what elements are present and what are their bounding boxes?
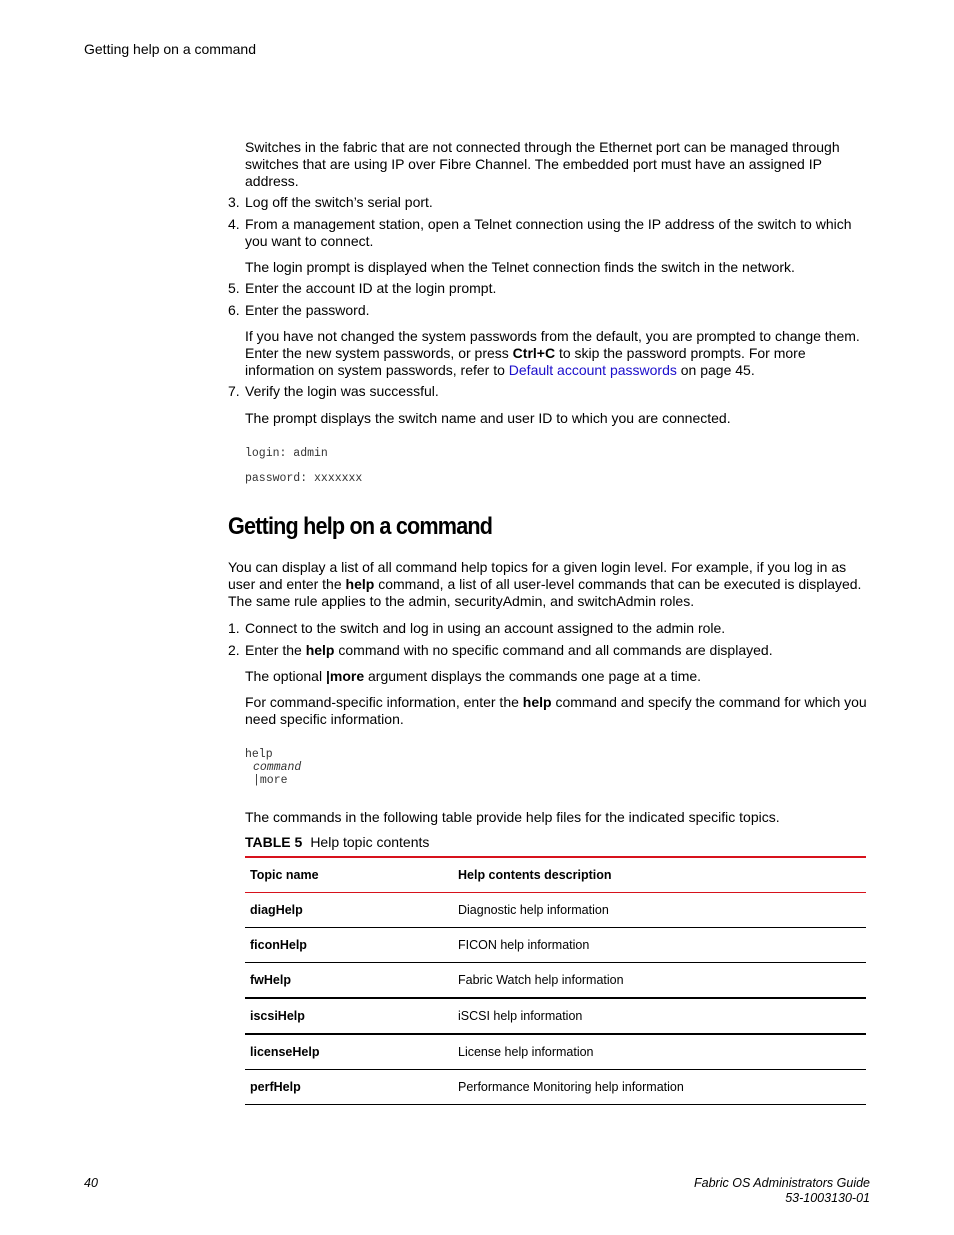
- description-cell: Diagnostic help information: [453, 893, 866, 928]
- footer-doc-info: [694, 1176, 870, 1206]
- command-name: help: [345, 576, 375, 592]
- section-step-1: [228, 620, 868, 637]
- table-row: [245, 1070, 866, 1105]
- column-header-description: Help contents description: [453, 857, 866, 893]
- step-6: [228, 302, 868, 319]
- code-password: password: xxxxxxx: [245, 472, 363, 485]
- table-caption-text: Help topic contents: [310, 834, 430, 850]
- command-name: help: [305, 642, 335, 658]
- command-name: help: [522, 694, 552, 710]
- section-paragraph: [228, 559, 868, 610]
- step-text: Connect to the switch and log in using an account assigned to the admin role.: [245, 620, 726, 636]
- step-number: 3.: [228, 194, 240, 210]
- step-text: Enter the password.: [245, 302, 370, 318]
- running-header: Getting help on a command: [84, 41, 256, 57]
- step-text-part: Enter the: [245, 642, 306, 658]
- section-title: Getting help on a command: [228, 513, 493, 540]
- description-cell: License help information: [453, 1034, 866, 1070]
- step-text-part: command with no specific command and all commands are displayed.: [334, 642, 773, 658]
- description-cell: Performance Monitoring help information: [453, 1070, 866, 1105]
- code-help: [245, 748, 301, 787]
- help-topics-table: [245, 856, 866, 1105]
- step-text: Log off the switch’s serial port.: [245, 194, 433, 210]
- code-line-help: help: [245, 748, 273, 761]
- table-row: [245, 998, 866, 1034]
- note-text: For command-specific information, enter the: [245, 694, 523, 710]
- description-cell: Fabric Watch help information: [453, 963, 866, 999]
- table-caption: [245, 834, 429, 850]
- default-account-passwords-link[interactable]: Default account passwords: [508, 362, 677, 378]
- step-text: From a management station, open a Telnet connection using the IP address of the switch to which you want to connect.: [245, 216, 852, 249]
- note-text: The optional: [245, 668, 326, 684]
- step-text: [245, 642, 868, 659]
- topic-name-cell: perfHelp: [245, 1070, 453, 1105]
- table-row: [245, 1034, 866, 1070]
- note-text: If you have not changed the system passwords from the default, you are prompted to change them. Enter the new system passwords, or press: [245, 328, 860, 361]
- doc-number: 53-1003130-01: [785, 1191, 870, 1205]
- intro-paragraph: Switches in the fabric that are not connected through the Ethernet port can be managed through switches that are using IP over Fibre Channel. The embedded port must have an assigned IP address.: [245, 139, 840, 189]
- step-number: 2.: [228, 642, 240, 658]
- doc-title: Fabric OS Administrators Guide: [694, 1176, 870, 1190]
- step-number: 7.: [228, 383, 240, 399]
- more-note: [245, 668, 870, 685]
- page-number: 40: [84, 1176, 98, 1190]
- topic-name-cell: licenseHelp: [245, 1034, 453, 1070]
- description-cell: FICON help information: [453, 928, 866, 963]
- description-cell: iSCSI help information: [453, 998, 866, 1034]
- step-number: 5.: [228, 280, 240, 296]
- step-number: 1.: [228, 620, 240, 636]
- step-6-note: [245, 328, 870, 379]
- step-3: [228, 194, 868, 211]
- specific-note: [245, 694, 870, 728]
- code-login: login: admin: [245, 447, 328, 460]
- topic-name-cell: ficonHelp: [245, 928, 453, 963]
- step-4: [228, 216, 868, 250]
- step-text: Verify the login was successful.: [245, 383, 439, 399]
- column-header-topic: Topic name: [245, 857, 453, 893]
- topic-name-cell: diagHelp: [245, 893, 453, 928]
- step-5: [228, 280, 868, 297]
- code-line-command: command: [253, 761, 302, 774]
- topic-name-cell: fwHelp: [245, 963, 453, 999]
- step-4-note: The login prompt is displayed when the Telnet connection finds the switch in the network.: [245, 259, 795, 275]
- key-combo: Ctrl+C: [512, 345, 556, 361]
- step-7: [228, 383, 868, 400]
- code-line-more: |more: [253, 774, 288, 787]
- para-text: You can display a list of all command help topics for a given login level. For example, if you log in as user and enter the: [228, 559, 847, 592]
- table-row: [245, 963, 866, 999]
- step-number: 4.: [228, 216, 240, 232]
- para-text: command, a list of all user-level commands that can be executed is displayed. The same rule applies to the admin, securityAdmin, and switchAdmin roles.: [228, 576, 862, 609]
- table-caption-label: TABLE 5: [245, 834, 303, 850]
- table-intro: The commands in the following table provide help files for the indicated specific topics.: [245, 809, 780, 825]
- note-text: command and specify the command for which you need specific information.: [245, 694, 867, 727]
- argument-name: |more: [325, 668, 365, 684]
- step-text: Enter the account ID at the login prompt.: [245, 280, 497, 296]
- note-text: argument displays the commands one page at a time.: [364, 668, 702, 684]
- table-row: [245, 893, 866, 928]
- section-step-2: [228, 642, 868, 659]
- step-7-note: The prompt displays the switch name and user ID to which you are connected.: [245, 410, 731, 426]
- table-header-row: [245, 857, 866, 893]
- table-row: [245, 928, 866, 963]
- step-number: 6.: [228, 302, 240, 318]
- note-text: to skip the password prompts. For more information on system passwords, refer to: [245, 345, 806, 378]
- note-text: on page 45.: [676, 362, 755, 378]
- topic-name-cell: iscsiHelp: [245, 998, 453, 1034]
